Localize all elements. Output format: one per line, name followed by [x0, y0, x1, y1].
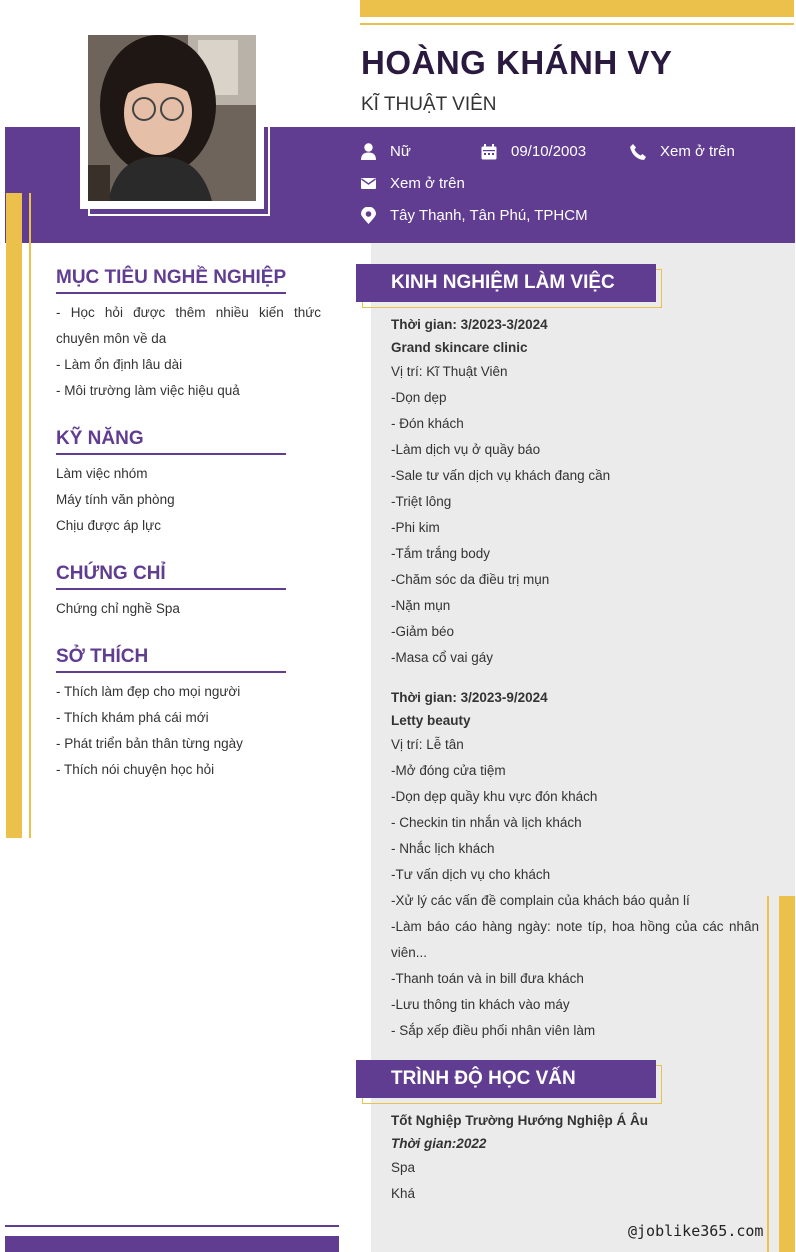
job-2-task: -Mở đóng cửa tiệm	[391, 763, 506, 778]
left-accent-bar	[6, 193, 22, 838]
email-info	[361, 175, 465, 192]
location-pin-icon	[361, 207, 376, 224]
hobby-item: - Thích khám phá cái mới	[56, 710, 209, 725]
job-1-task: -Triệt lông	[391, 494, 452, 509]
phone-value: Xem ở trên	[660, 143, 735, 160]
job-2-task: - Nhắc lịch khách	[391, 841, 495, 856]
job-1-task: -Làm dịch vụ ở quầy báo	[391, 442, 541, 457]
job-2-details	[391, 732, 759, 1044]
education-grade: Khá	[391, 1186, 416, 1201]
job-2-time: Thời gian: 3/2023-9/2024	[391, 690, 548, 705]
job-1-task: -Giảm béo	[391, 624, 455, 639]
job-1-task: -Sale tư vấn dịch vụ khách đang cần	[391, 468, 611, 483]
gender-value: Nữ	[390, 143, 411, 160]
left-accent-line	[29, 193, 31, 838]
job-2-task: -Làm báo cáo hàng ngày: note típ, hoa hồng của các nhân viên...	[391, 919, 759, 960]
job-title: KĨ THUẬT VIÊN	[361, 94, 497, 115]
avatar	[88, 35, 256, 201]
job-1-details	[391, 359, 610, 671]
skills-rule	[56, 453, 286, 455]
user-icon	[361, 143, 376, 160]
job-2-task: -Thanh toán và in bill đưa khách	[391, 971, 584, 986]
footer-watermark: @joblike365.com	[628, 1222, 764, 1240]
phone-info	[630, 143, 735, 160]
job-1-task: -Tắm trắng body	[391, 546, 491, 561]
hobby-item: - Thích nói chuyện học hỏi	[56, 762, 215, 777]
skill-item: Chịu được áp lực	[56, 518, 161, 533]
right-accent-line	[767, 896, 769, 1252]
right-accent-bar	[779, 896, 795, 1252]
top-accent-line	[360, 23, 794, 25]
education-time: Thời gian:2022	[391, 1136, 487, 1151]
job-1-task: -Chăm sóc da điều trị mụn	[391, 572, 550, 587]
gender-info	[361, 143, 411, 160]
objective-title: MỤC TIÊU NGHỀ NGHIỆP	[56, 267, 287, 288]
job-1-task: -Masa cổ vai gáy	[391, 650, 494, 665]
phone-icon	[630, 144, 646, 160]
skill-item: Làm việc nhóm	[56, 466, 148, 481]
bottom-accent-line	[5, 1225, 339, 1227]
job-1-task: -Phi kim	[391, 520, 440, 535]
education-title: TRÌNH ĐỘ HỌC VẤN	[356, 1060, 656, 1098]
objective-line-1: - Học hỏi được thêm nhiều kiến thức chuyên môn về da	[56, 305, 321, 346]
certificate-item: Chứng chỉ nghề Spa	[56, 601, 180, 616]
job-2-task: - Checkin tin nhắn và lịch khách	[391, 815, 582, 830]
envelope-icon	[361, 177, 376, 190]
education-major: Spa	[391, 1160, 416, 1175]
top-accent-bar	[360, 0, 794, 17]
birthday-value: 09/10/2003	[511, 143, 587, 160]
candidate-name: HOÀNG KHÁNH VY	[361, 44, 673, 81]
job-2-task: -Dọn dẹp quầy khu vực đón khách	[391, 789, 598, 804]
job-1-position: Vị trí: Kĩ Thuật Viên	[391, 364, 508, 379]
hobbies-rule	[56, 671, 286, 673]
address-value: Tây Thạnh, Tân Phú, TPHCM	[390, 207, 588, 224]
job-2-task: -Xử lý các vấn đề complain của khách báo quản lí	[391, 893, 690, 908]
job-1-company: Grand skincare clinic	[391, 340, 528, 355]
job-2-company: Letty beauty	[391, 713, 471, 728]
experience-title: KINH NGHIỆM LÀM VIỆC	[356, 264, 656, 302]
email-value: Xem ở trên	[390, 175, 465, 192]
job-2-task: - Sắp xếp điều phối nhân viên làm	[391, 1023, 596, 1038]
address-info	[361, 207, 588, 224]
objective-rule	[56, 292, 286, 294]
certificates-title: CHỨNG CHỈ	[56, 563, 166, 584]
bottom-accent-bar	[5, 1236, 339, 1252]
job-1-task: -Dọn dẹp	[391, 390, 447, 405]
job-2-task: -Lưu thông tin khách vào máy	[391, 997, 570, 1012]
calendar-icon	[481, 144, 497, 160]
job-1-time: Thời gian: 3/2023-3/2024	[391, 317, 548, 332]
job-1-task: - Đón khách	[391, 416, 464, 431]
skills-title: KỸ NĂNG	[56, 428, 144, 449]
hobby-item: - Phát triển bản thân từng ngày	[56, 736, 243, 751]
skill-item: Máy tính văn phòng	[56, 492, 175, 507]
objective-line-2: - Làm ổn định lâu dài	[56, 357, 183, 372]
objective-line-3: - Môi trường làm việc hiệu quả	[56, 383, 240, 398]
job-2-position: Vị trí: Lễ tân	[391, 737, 464, 752]
job-1-task: -Nặn mụn	[391, 598, 451, 613]
hobby-item: - Thích làm đẹp cho mọi người	[56, 684, 241, 699]
education-school: Tốt Nghiệp Trường Hướng Nghiệp Á Âu	[391, 1113, 648, 1128]
hobbies-title: SỞ THÍCH	[56, 646, 149, 667]
certificates-rule	[56, 588, 286, 590]
birthday-info	[481, 143, 586, 160]
job-2-task: -Tư vấn dịch vụ cho khách	[391, 867, 551, 882]
